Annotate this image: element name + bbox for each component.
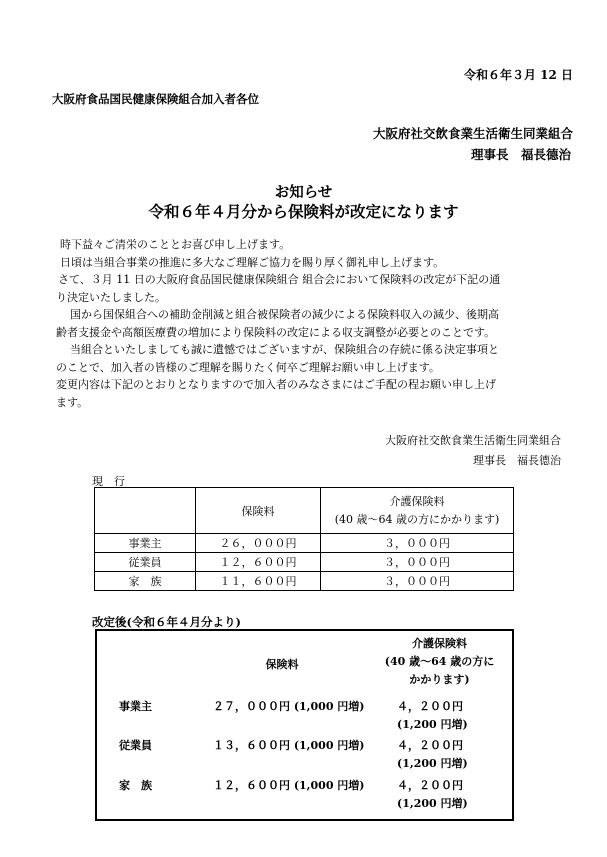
signature-name: 理事長 福長德治	[473, 454, 561, 467]
row-care: ３，０００円	[321, 553, 514, 572]
table-row	[96, 775, 513, 820]
notice-title: お知らせ	[274, 184, 333, 201]
paragraph-decision-1: さて、３月 11 日の大阪府食品国民健康保険組合 組合会において保険料の改定が下記の通	[58, 273, 501, 286]
table-row	[96, 735, 513, 775]
care-header-label: 介護保険料	[389, 494, 445, 508]
table-header-row	[95, 488, 514, 534]
paragraph-greeting: 時下益々ご清栄のこととお喜び申し上げます。	[60, 238, 291, 251]
current-premium-table	[94, 487, 514, 591]
current-label: 現 行	[92, 475, 125, 488]
row-care	[367, 692, 513, 736]
row-category: 従業員	[119, 739, 152, 753]
paragraph-regret-1: 当組合といたしましても誠に遺憾ではございますが、保険組合の存続に係る決定事項と	[70, 343, 499, 356]
paragraph-change-2: ます。	[56, 395, 89, 409]
care-header-label: 介護保険料	[412, 637, 467, 650]
row-category: 家 族	[95, 572, 196, 591]
body-text	[56, 236, 500, 411]
table-row	[95, 534, 514, 553]
table-header-empty	[95, 488, 196, 534]
date: 令和６年３月 12 日	[463, 68, 573, 82]
sender-name: 理事長 福長德治	[470, 147, 571, 162]
table-row	[95, 553, 514, 572]
paragraph-decision-2: り決定いたしました。	[56, 290, 166, 304]
paragraph-change-1: 変更内容は下記のとおりとなりますので加入者のみなさまにはご手配の程お願い申し上げ	[56, 378, 496, 391]
row-care	[367, 735, 513, 775]
row-care: ３，０００円	[321, 534, 514, 553]
table-header-row	[96, 630, 513, 692]
care-header-note: (40 歳～64 歳の方にかかります)	[334, 512, 500, 526]
revised-label: 改定後(令和６年４月分より)	[92, 615, 241, 629]
signature-org: 大阪府社交飲食業生活衛生同業組合	[385, 434, 561, 447]
row-care: ３，０００円	[321, 572, 514, 591]
row-premium: １１，６００円	[196, 572, 321, 591]
sender-org: 大阪府社交飲食業生活衛生同業組合	[372, 126, 573, 141]
paragraph-reason-2: 齢者支援金や高額医療費の増加により保険料の改定による収支調整が必要とのことです。	[56, 325, 496, 339]
table-header-care	[321, 488, 514, 534]
care-amount: ４，２００円	[397, 779, 463, 793]
row-category: 事業主	[95, 534, 196, 553]
row-category: 事業主	[119, 699, 152, 713]
table-header-premium: 保険料	[196, 488, 321, 534]
recipient: 大阪府食品国民健康保険組合加入者各位	[52, 92, 259, 106]
row-premium: １２，６００円 (1,000 円増)	[213, 779, 365, 793]
row-category: 従業員	[95, 553, 196, 572]
row-premium: １３，６００円 (1,000 円増)	[213, 739, 365, 753]
row-premium: １２，６００円	[196, 553, 321, 572]
notice-subtitle: 令和６年４月分から保険料が改定になります	[148, 202, 459, 221]
table-header-premium: 保険料	[265, 658, 299, 671]
care-header-note-1: (40 歳～64 歳の方に	[384, 655, 495, 668]
care-increase: (1,200 円増)	[397, 717, 468, 731]
table-header-care	[367, 630, 513, 692]
care-amount: ４，２００円	[397, 699, 463, 713]
paragraph-reason-1: 国から国保組合への補助金削減と組合被保険者の減少による保険料収入の減少、後期高	[70, 308, 499, 321]
table-row	[95, 572, 514, 591]
table-row	[96, 692, 513, 736]
table-header-empty	[96, 630, 197, 692]
row-premium: ２７，０００円 (1,000 円増)	[213, 699, 365, 713]
row-premium: ２６，０００円	[196, 534, 321, 553]
care-increase: (1,200 円増)	[397, 757, 468, 771]
care-increase: (1,200 円増)	[397, 797, 468, 811]
revised-premium-table	[95, 629, 514, 821]
row-care	[367, 775, 513, 820]
row-category: 家 族	[119, 779, 152, 793]
paragraph-thanks: 日頃は当組合事業の推進に多大なご理解ご協力を賜り厚く御礼申し上げます。	[60, 255, 445, 269]
care-amount: ４，２００円	[397, 739, 463, 753]
paragraph-regret-2: のことで、加入者の皆様のご理解を賜りたく何卒ご理解お願い申し上げます。	[56, 360, 440, 374]
care-header-note-2: かかります)	[409, 673, 470, 686]
